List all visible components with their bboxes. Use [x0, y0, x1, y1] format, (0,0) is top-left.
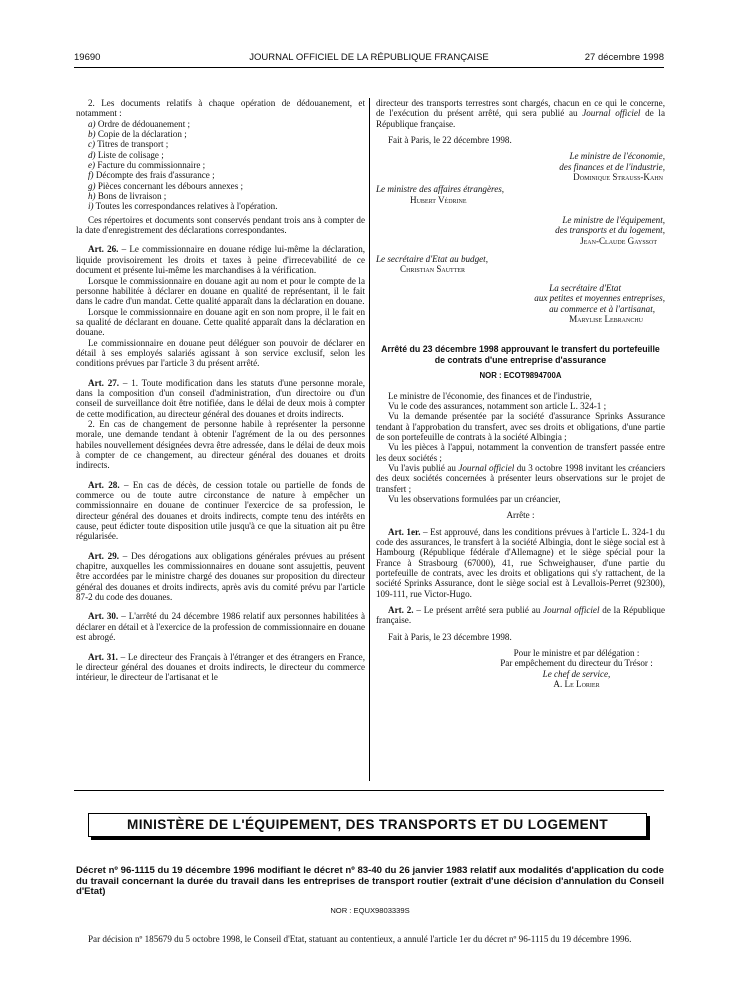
- article-28: Art. 28. – En cas de décès, de cession totale ou partielle de fonds de commerce ou de toute autre circonstance de nature à empêcher un commissionnaire en douane de continuer l'exercice de sa profession, le directeur général des douanes et droits indirects, compte tenu des intérêts en cause, peut édicter toute disposition utile jusqu'à ce que la situation ait pu être régularisée.: [76, 479, 365, 542]
- arrete-nor: NOR : ECOT9894700A: [479, 371, 562, 381]
- article-26: Art. 26. – Le commissionnaire en douane rédige lui-même la déclaration, liquide provisoirement les droits et taxes à peine d'irrecevabilité de ce document et présente lui-même les marchandises à la vérification.: [76, 244, 366, 276]
- decret-nor: NOR : EQUX9803339S: [330, 906, 410, 915]
- list-item: c) Titres de transport ;: [88, 139, 169, 150]
- paragraph: Vu le code des assurances, notamment son article L. 324-1 ;: [388, 400, 607, 411]
- signature-block: Le ministre de l'économie, des finances et de l'industrie, Dominique Strauss-Kahn: [559, 151, 665, 183]
- list-item: h) Bons de livraison ;: [88, 191, 167, 202]
- list-item: g) Pièces concernant les débours annexes ;: [88, 180, 244, 191]
- page-number: 19690: [74, 52, 101, 63]
- list-item: f) Décompte des frais d'assurance ;: [88, 170, 215, 181]
- article-1: Art. 1er. – Est approuvé, dans les conditions prévues à l'article L. 324-1 du code des assurances, le transfert à la société Albingia, dont le siège social est à Hambourg (République fédérale d'Allemagne) et le siège spécial pour la France à Strasbourg (67000), 41, rue Schweighauser, d'une partie du portefeuille de contrats, avec les droits et obligations qui s'y rattachent, de la société Sprinks Assurance, dont le siège social est à Levallois-Perret (92300), 109-111, rue Victor-Hugo.: [376, 526, 665, 599]
- paragraph: directeur des transports terrestres sont chargés, chacun en ce qui le concerne, de l'exécution du présent arrêté, qui sera publié au Journal officiel de la République française.: [376, 98, 665, 129]
- paragraph: Lorsque le commissionnaire en douane agit en son nom propre, il le fait en sa qualité de déclarant en douane. Cette qualité apparaît dans la déclaration en douane.: [76, 306, 365, 338]
- list-item: i) Toutes les correspondances relatives à l'opération.: [88, 201, 278, 212]
- signing-date: Fait à Paris, le 23 décembre 1998.: [388, 631, 512, 642]
- signature-block: Le ministre des affaires étrangères, Hubert Védrine: [376, 184, 505, 205]
- signature-block: Pour le ministre et par délégation : Par empêchement du directeur du Trésor : Le chef de service, A. Le Lorier: [500, 648, 653, 690]
- paragraph: 2. Les documents relatifs à chaque opération de dédouanement, et notamment :: [76, 98, 365, 119]
- column-divider: [369, 98, 370, 781]
- right-column: [376, 98, 665, 689]
- left-column: [76, 98, 365, 683]
- arrete-heading: Arrête :: [506, 510, 535, 521]
- paragraph: Le commissionnaire en douane peut déléguer son pouvoir de déclarer en détail à ses employés salariés agissant à son service exclusif, selon les conditions prévues par l'article 3 du présent arrêté.: [76, 337, 365, 369]
- paragraph: Vu la demande présentée par la société d'assurance Sprinks Assurance tendant à l'approbation du transfert, avec ses droits et obligations, d'une partie de son portefeuille de contrats à la société Albingia ;: [376, 411, 665, 442]
- signature-block: La secrétaire d'Etat aux petites et moyennes entreprises, au commerce et à l'artisanat, Marylise Lebranchu: [534, 282, 665, 324]
- decret-text: Par décision nº 185679 du 5 octobre 1998, le Conseil d'Etat, statuant au contentieux, a annulé l'article 1er du décret nº 96-1115 du 19 décembre 1996.: [88, 934, 632, 944]
- arrete-title: Arrêté du 23 décembre 1998 approuvant le transfert du portefeuille de contrats d'une entreprise d'assurance: [381, 344, 660, 365]
- header-rule: [74, 67, 664, 68]
- article-30: Art. 30. – L'arrêté du 24 décembre 1986 relatif aux personnes habilitées à déclarer en détail et à l'exercice de la profession de commissionnaire en douane est abrogé.: [76, 611, 365, 643]
- journal-title: JOURNAL OFFICIEL DE LA RÉPUBLIQUE FRANÇAISE: [249, 52, 489, 63]
- list-item: e) Facture du commissionnaire ;: [88, 160, 206, 171]
- page-header: [74, 52, 664, 66]
- list-item: a) Ordre de dédouanement ;: [88, 118, 191, 129]
- article-31: Art. 31. – Le directeur des Français à l'étranger et des étrangers en France, le directeur général des douanes et droits indirects, le directeur du commerce intérieur, le directeur de l'artisanat et le: [76, 651, 365, 683]
- paragraph: Vu les observations formulées par un créancier,: [388, 493, 561, 504]
- article-27: Art. 27. – 1. Toute modification dans les statuts d'une personne morale, dans la composition d'un conseil d'administration, d'un directoire ou d'un conseil de surveillance doit être notifiée, dans le délai de deux mois à compter de cette modification, au directeur général des douanes et droits indirects.: [76, 377, 366, 419]
- issue-date: 27 décembre 1998: [584, 52, 664, 63]
- paragraph: Ces répertoires et documents sont conservés pendant trois ans à compter de la date d'enregistrement des déclarations correspondantes.: [76, 214, 365, 236]
- ministry-banner: MINISTÈRE DE L'ÉQUIPEMENT, DES TRANSPORTS ET DU LOGEMENT: [88, 813, 647, 837]
- paragraph: Lorsque le commissionnaire en douane agit au nom et pour le compte de la personne habilitée à déclarer en douane en qualité de représentant, il le fait dans le cadre d'un mandat. Cette qualité apparaît dans la déclaration en douane.: [76, 275, 365, 307]
- document-list: [76, 119, 365, 212]
- section-rule: [74, 790, 664, 791]
- paragraph: Vu l'avis publié au Journal officiel du 3 octobre 1998 invitant les créanciers des deux sociétés concernées à présenter leurs observations sur le projet de transfert ;: [376, 462, 665, 494]
- decret-title: Décret nº 96-1115 du 19 décembre 1996 modifiant le décret nº 83-40 du 26 janvier 1983 relatif aux modalités d'application du code du travail concernant la durée du travail dans les entreprises de transport routier (extrait d'une décision d'annulation du Conseil d'Etat): [76, 865, 664, 898]
- list-item: d) Liste de colisage ;: [88, 149, 164, 160]
- paragraph: 2. En cas de changement de personne habile à représenter la personne morale, une demande tendant à obtenir l'agrément de la ou des personnes habiles nouvellement désignées devra être adressée, dans le délai de deux mois à compter de ce changement, au directeur général des douanes et droits indirects.: [76, 418, 365, 471]
- signature-block: Le secrétaire d'Etat au budget, Christian Sautter: [376, 254, 488, 275]
- list-item: b) Copie de la déclaration ;: [88, 129, 187, 140]
- signature-block: Le ministre de l'équipement, des transports et du logement, Jean-Claude Gayssot: [555, 215, 665, 246]
- article-2: Art. 2. – Le présent arrêté sera publié au Journal officiel de la République française.: [376, 605, 665, 626]
- paragraph: Vu les pièces à l'appui, notamment la convention de transfert passée entre les deux sociétés ;: [376, 442, 665, 463]
- paragraph: Le ministre de l'économie, des finances et de l'industrie,: [388, 390, 592, 401]
- signing-date: Fait à Paris, le 22 décembre 1998.: [388, 135, 512, 146]
- article-29: Art. 29. – Des dérogations aux obligations générales prévues au présent chapitre, auxquelles les commissionnaires en douane sont assujettis, peuvent être accordées par le ministre chargé des douanes sur proposition du directeur général des douanes et droits indirects, après avis du comité prévu par l'article 87-2 du code des douanes.: [76, 550, 365, 603]
